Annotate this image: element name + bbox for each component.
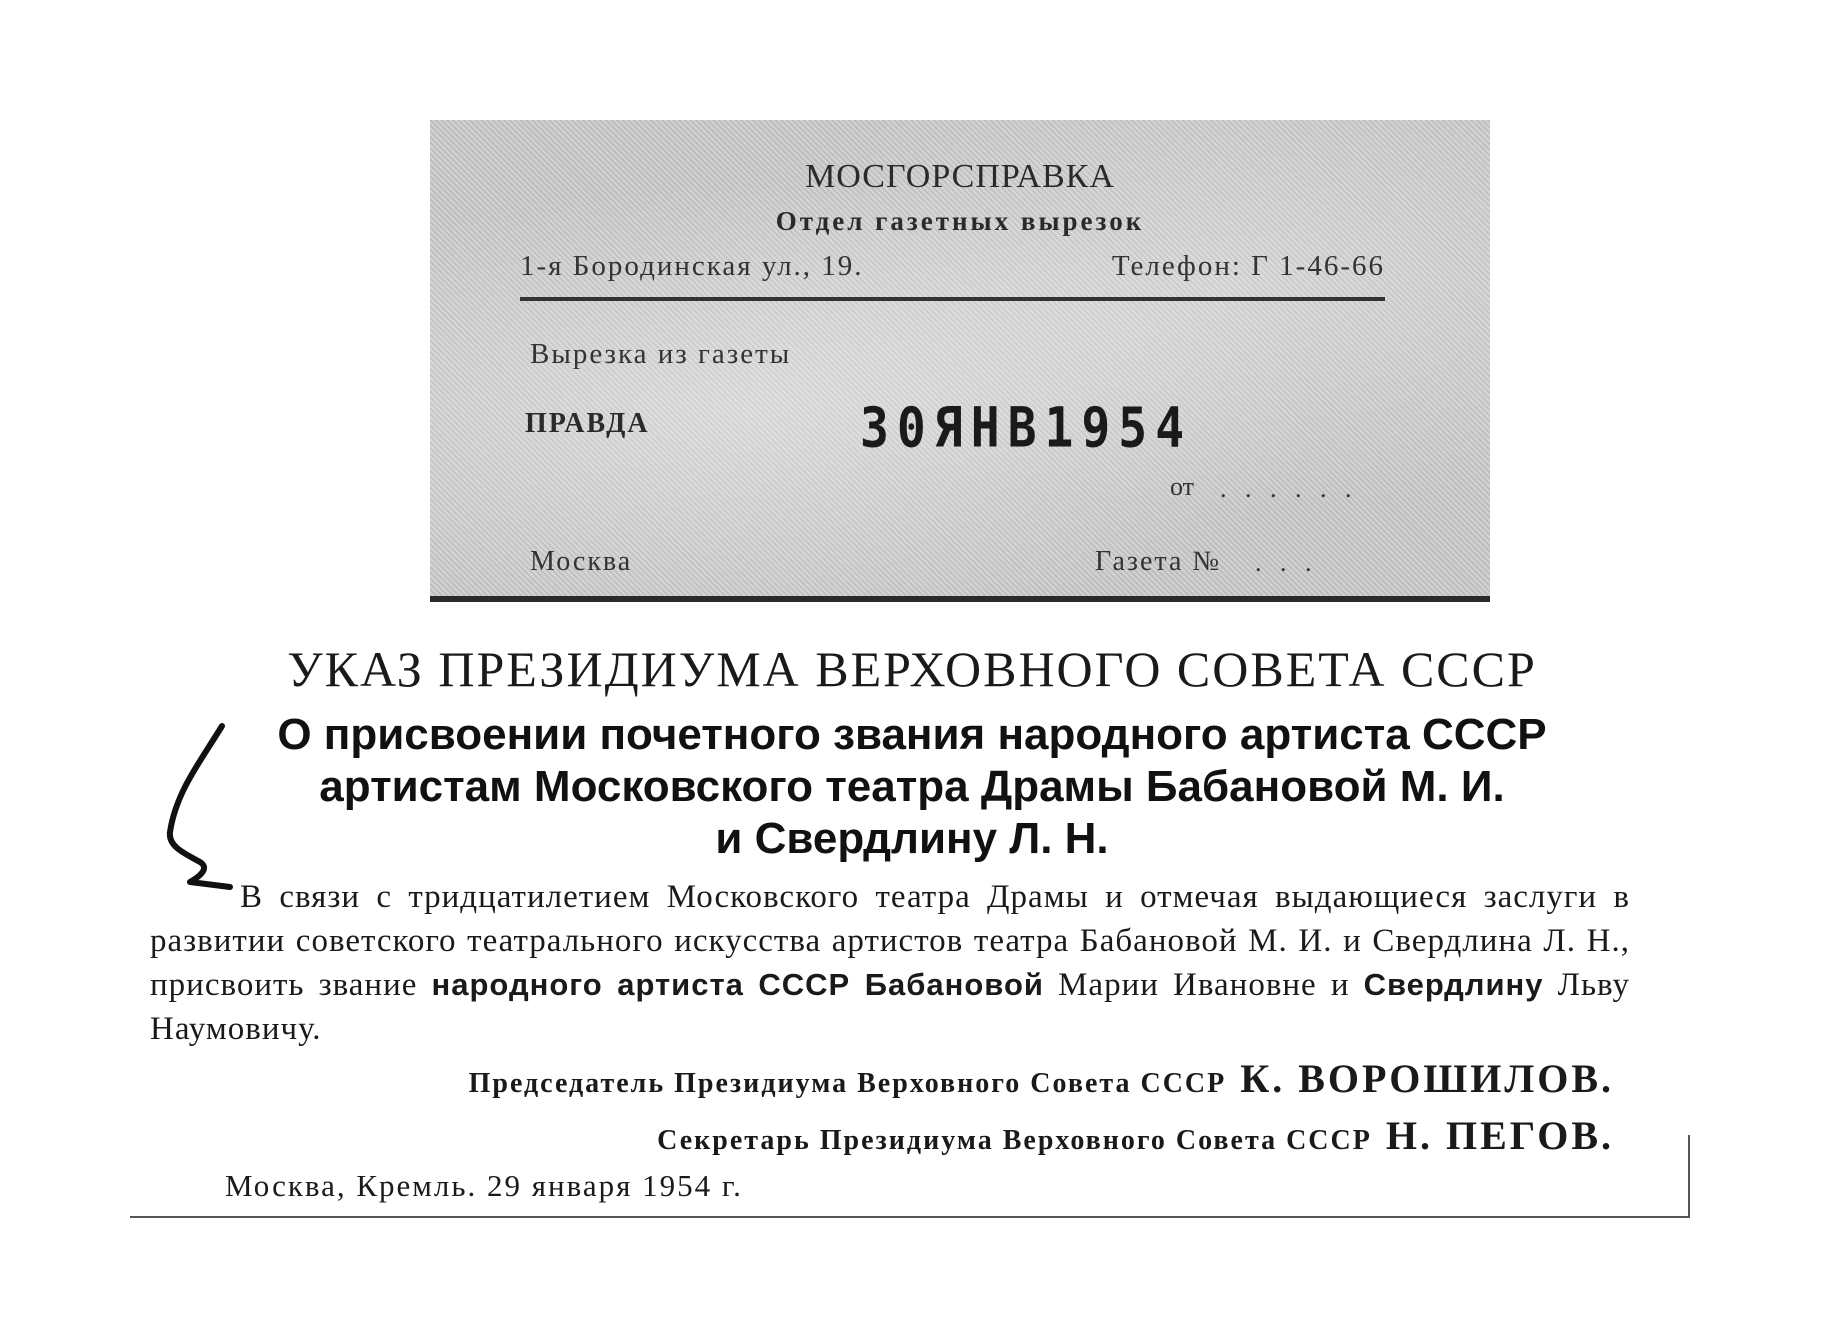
newspaper-name: ПРАВДА — [525, 408, 650, 439]
handwritten-bracket-mark — [160, 722, 250, 892]
chairman-title: Председатель Президиума Верховного Совета СССР — [468, 1068, 1227, 1099]
decree-body-text: Льву Наумовичу. — [150, 967, 1631, 1047]
issue-number-label: Газета № — [1095, 546, 1222, 577]
secretary-signature — [657, 1112, 1614, 1159]
bureau-phone: Телефон: Г 1-46-66 — [1111, 250, 1385, 282]
bureau-name: МОСГОРСПРАВКА — [805, 158, 1115, 195]
chairman-signature — [469, 1055, 1614, 1102]
decree-body-text: В связи с тридцатилетием Московского театра Драмы и отмечая выдающиеся заслуги в развитии советского театрального искусства артистов театра Бабановой М. И. и Свердлина Л. Н., присвоить звание — [150, 879, 1630, 1003]
decree-subtitle-line-3: и Свердлину Л. Н. — [715, 814, 1109, 863]
city-label: Москва — [530, 546, 633, 577]
clipping-from-label: Вырезка из газеты — [530, 338, 792, 370]
decree-subtitle-line-1: О присвоении почетного звания народного артиста СССР — [277, 710, 1547, 759]
border-bottom — [130, 1216, 1690, 1218]
secretary-title: Секретарь Президиума Верховного Совета СССР — [657, 1125, 1372, 1156]
clipping-header-card — [430, 120, 1490, 602]
border-right — [1688, 1135, 1690, 1217]
department-name: Отдел газетных вырезок — [775, 206, 1145, 236]
chairman-name: К. ВОРОШИЛОВ. — [1240, 1056, 1614, 1101]
issue-number-blank: . . . — [1255, 548, 1318, 577]
card-bottom-edge — [430, 596, 1490, 602]
decree-body-text: Марии Ивановне и — [1043, 967, 1364, 1003]
secretary-name: Н. ПЕГОВ. — [1385, 1113, 1614, 1158]
date-prefix-label: от — [1170, 472, 1195, 501]
decree-body-bold: народного артиста СССР Бабановой — [431, 967, 1044, 1002]
date-stamp: 30ЯНВ1954 — [860, 395, 1193, 461]
header-divider — [520, 297, 1385, 301]
decree-subtitle-line-2: артистам Московского театра Драмы Бабановой М. И. — [319, 762, 1505, 811]
decree-body — [150, 875, 1630, 1051]
decree-heading: УКАЗ ПРЕЗИДИУМА ВЕРХОВНОГО СОВЕТА СССР — [287, 641, 1537, 697]
place-and-date: Москва, Кремль. 29 января 1954 г. — [225, 1168, 743, 1203]
date-blank: . . . . . . — [1220, 474, 1358, 503]
bureau-address: 1-я Бородинская ул., 19. — [520, 250, 864, 282]
decree-body-bold: Свердлину — [1363, 967, 1544, 1002]
